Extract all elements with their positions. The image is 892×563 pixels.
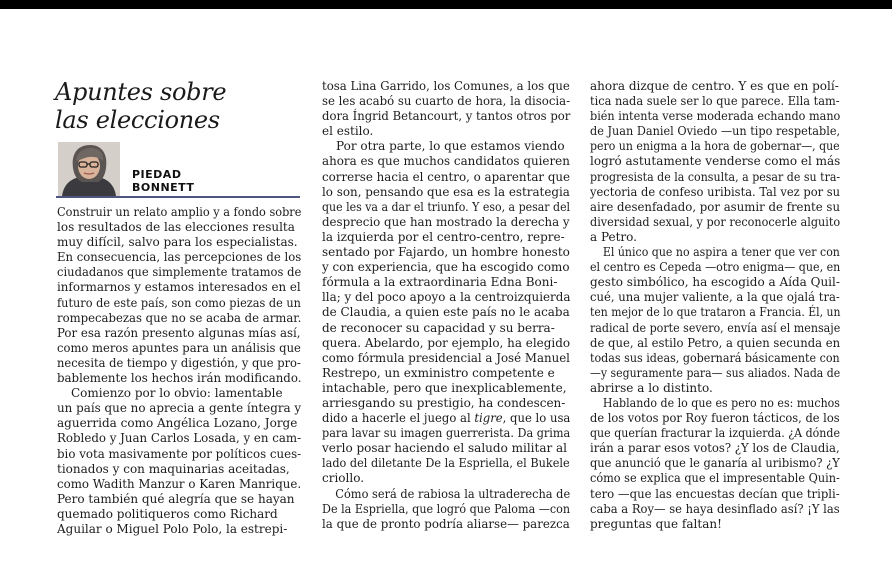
- text-line: irán a parar esos votos? ¿Y los de Claudia,: [590, 441, 840, 456]
- text-line: la izquierda por el centro-centro, repre-: [322, 229, 565, 244]
- column-1: [57, 205, 301, 537]
- text-line: como fórmula presidencial a José Manuel: [322, 350, 570, 365]
- title-line: Apuntes sobre: [55, 78, 227, 106]
- text-line: Por esa razón presento algunas mías así,: [57, 325, 301, 340]
- text-line: arriesgando su prestigio, ha condescen-: [322, 395, 566, 410]
- text-line: y con experiencia, que ha escogido como: [322, 260, 570, 275]
- text-line: tero —que las encuestas decían que tripli-: [590, 486, 840, 501]
- text-line: Por otra parte, lo que estamos viendo: [336, 139, 565, 154]
- text-line: ahora es que muchos candidatos quieren: [322, 154, 570, 169]
- text-line: los resultados de las elecciones resulta: [57, 220, 295, 235]
- text-line: que anunció que le ganaría al uribismo? ¿Y: [590, 456, 840, 471]
- text-line: sentado por Fajardo, un hombre honesto: [322, 245, 570, 260]
- author-name: [132, 168, 194, 194]
- text-line: logró astutamente venderse como el más: [590, 154, 841, 169]
- text-line: a Petro.: [590, 229, 637, 244]
- text-line: tica nada suele ser lo que parece. Ella tam-: [590, 94, 840, 109]
- column-3: [590, 79, 840, 532]
- text-line: aguerrida como Angélica Lozano, Jorge: [57, 416, 298, 431]
- text-line: verlo posar haciendo el saludo militar al: [322, 441, 568, 456]
- text-line: informarnos y estamos interesados en el: [57, 280, 301, 295]
- title-line: las elecciones: [55, 106, 220, 134]
- text-line: bablemente los hechos irán modificando.: [57, 371, 302, 386]
- text-line: dido a hacerle el juego al tigre, que lo usa: [322, 411, 571, 426]
- text-line: el estilo.: [322, 124, 374, 139]
- text-line: para lavar su imagen guerrerista. Da grima: [322, 426, 571, 441]
- text-line: En consecuencia, las percepciones de los: [57, 250, 302, 265]
- text-line: Comienzo por lo obvio: lamentable: [71, 386, 283, 401]
- author-portrait-icon: [58, 142, 120, 196]
- text-line: bién intenta verse moderada echando mano: [590, 109, 841, 124]
- column-2: [322, 79, 570, 532]
- text-line: quemado politiqueros como Richard: [57, 506, 278, 521]
- text-line: tosa Lina Garrido, los Comunes, a los que: [322, 79, 570, 93]
- text-line: preguntas que faltan!: [590, 516, 722, 531]
- text-line: de que, al estilo Petro, a quien secunda en: [590, 335, 841, 350]
- text-line: como Wadith Manzur o Karen Manrique.: [57, 476, 302, 491]
- text-line: diversidad sexual, y por reconocerle alguito: [590, 214, 841, 229]
- text-line: de reconocer su capacidad y su berra-: [322, 320, 555, 335]
- text-line: desprecio que han mostrado la derecha y: [322, 214, 570, 229]
- top-black-bar: [0, 0, 892, 9]
- text-line: lla; y del poco apoyo a la centroizquierda: [322, 290, 571, 305]
- text-line: caba a Roy— se haya desinflado así? ¡Y las: [590, 501, 840, 516]
- text-line: de Claudia, a quien este país no le acaba: [322, 305, 570, 320]
- text-line: radical de porte severo, envía así el mensaje: [590, 320, 841, 335]
- text-line: muy difícil, salvo para los especialistas.: [57, 235, 298, 250]
- text-line: pero un enigma a la hora de gobernar—, que: [590, 139, 840, 154]
- article-title: [55, 78, 305, 134]
- text-line: todas sus ideas, gobernará básicamente con: [590, 350, 840, 365]
- text-line: Cómo será de rabiosa la ultraderecha de: [335, 486, 571, 501]
- text-line: necesita de tiempo y digestión, y que pro-: [57, 355, 301, 370]
- text-line: yectoria de confeso uribista. Tal vez por su: [590, 184, 841, 199]
- text-line: de los votos por Roy fueron tácticos, de los: [590, 411, 840, 426]
- text-line: Construir un relato amplio y a fondo sobre: [57, 205, 302, 219]
- text-line: lo son, pensando que esa es la estrategia: [322, 184, 570, 199]
- text-line: como meros apuntes para un análisis que: [57, 340, 301, 355]
- text-line: Pero también qué alegría que se hayan: [57, 491, 295, 506]
- text-line: ahora dizque de centro. Y es que en polí-: [590, 79, 839, 93]
- text-line: cué, una mujer valiente, a la que ojalá tra-: [590, 290, 840, 305]
- text-line: la que de pronto podría aliarse— parezca: [322, 516, 570, 531]
- text-line: un país que no aprecia a gente íntegra y: [57, 401, 302, 416]
- text-line: ciudadanos que simplemente tratamos de: [57, 265, 302, 280]
- text-line: el centro es Cepeda —otro enigma— que, en: [590, 260, 841, 275]
- text-line: intachable, pero que inexplicablemente,: [322, 380, 567, 395]
- text-line: que querían fracturar la izquierda. ¿A dónde: [590, 426, 840, 441]
- text-line: Restrepo, un exministro competente e: [322, 365, 555, 380]
- text-line: Aguilar o Miguel Polo Polo, la estrepi-: [57, 521, 288, 536]
- text-line: correrse hacia el centro, o aparentar que: [322, 169, 571, 184]
- author-name-line: PIEDAD: [132, 168, 182, 181]
- text-line: Hablando de lo que es pero no es: muchos: [602, 395, 840, 410]
- text-line: Robledo y Juan Carlos Losada, y en cam-: [57, 431, 302, 446]
- text-line: progresista de la consulta, a pesar de su tra-: [590, 169, 841, 184]
- text-line: futuro de este país, son como piezas de un: [57, 295, 301, 310]
- text-line: aire desenfadado, por asumir de frente su: [590, 199, 841, 214]
- text-line: fórmula a la extraordinaria Edna Boni-: [322, 275, 558, 290]
- text-line: De la Espriella, que logró que Paloma —con: [322, 501, 571, 516]
- text-line: ten mejor de lo que trataron a Francia. Él, un: [590, 305, 841, 320]
- text-line: quera. Abelardo, por ejemplo, ha elegido: [322, 335, 571, 350]
- text-line: bio vota masivamente por políticos cues-: [57, 446, 302, 461]
- text-line: cómo se explica que el impresentable Quin-: [590, 471, 840, 486]
- text-line: abrirse a lo distinto.: [590, 380, 713, 395]
- text-line: de Juan Daniel Oviedo —un tipo respetable,: [590, 124, 841, 139]
- header-rule: [56, 196, 300, 198]
- text-line: criollo.: [322, 471, 365, 486]
- text-line: que les va a dar el triunfo. Y eso, a pesar del: [322, 199, 571, 214]
- text-line: —y seguramente para— sus aliados. Nada de: [590, 365, 841, 380]
- text-line: tionados y con maquinarias aceitadas,: [57, 461, 290, 476]
- text-line: lado del diletante De la Espriella, el Bukele: [322, 456, 570, 471]
- text-line: rompecabezas que no se acaba de armar.: [57, 310, 302, 325]
- author-name-line: BONNETT: [132, 181, 195, 194]
- text-line: El único que no aspira a tener que ver con: [602, 245, 840, 260]
- author-photo: [58, 142, 120, 196]
- text-line: se les acabó su cuarto de hora, la disocia-: [322, 94, 571, 109]
- text-line: dora Íngrid Betancourt, y tantos otros por: [322, 109, 571, 124]
- text-line: gesto simbólico, ha escogido a Aída Quil-: [590, 275, 840, 290]
